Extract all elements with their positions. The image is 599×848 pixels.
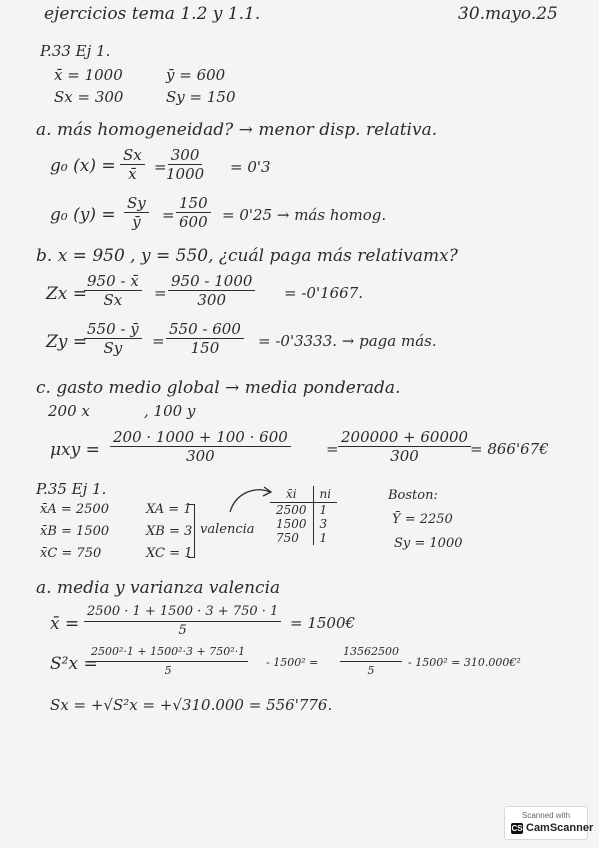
- table-row: 2500 1: [270, 503, 337, 518]
- zy-result: = -0'3333. → paga más.: [258, 332, 437, 350]
- variance-mid: - 1500² =: [266, 656, 319, 669]
- notebook-page: ejercicios tema 1.2 y 1.1. 30.mayo.25 P.33 Ej 1. x̄ = 1000 ȳ = 600 Sx = 300 Sy = 150 a. más homogeneidad? → menor disp. relativa. g₀ (x) = $\frac{Sx}{x̄}$ = $\frac{300}{1000}$ = 0'3 g₀ (y) = $\frac{Sy}{ȳ}$ = $\frac{150}{600}$ = 0'25 → más homog. b. x = 950 , y = 550, ¿cuál paga más relativamx? Zx = $\frac{950 - x̄}{Sx}$ = $\frac{950 - 1000}{300}$ = -0'1667. Zy = $\frac{550 - ȳ}{Sy}$ = $\frac{550 - 600}{150}$ = -0'3333. → paga más. c. gasto medio global → media ponderada. 200 x , 100 y μxy = $\frac{200 \cdot 1000 + 100 \cdot 600}{300}$ = $\frac{200000 + 60000}{300}$ = 866'67€ P.35 Ej 1. x̄A = 2500 x̄B = 1500 x̄C = 750 XA = 1 XB = 3 XC = 1 valencia x̄i ni 2500 1 1500 3 750 1 Boston: Ȳ = 2250 Sy = 1000 a. media y varianza valencia x̄ = $\frac{2500 \cdot 1 + 1500 \cdot 3 + 750 \cdot 1}{5}$ = 1500€ S²x = $\frac{\text{2500²·1 + 1500²·3 + 750²·1}}{5}$ - 1500² = $\frac{13562500}{5}$ - 1500² = 310.000€² Sx = +√S²x = +√310.000 = 556'776. Scanned with CS CamScanner: [0, 0, 599, 848]
- variance-lhs: S²x =: [50, 654, 98, 674]
- table-row: 1500 3: [270, 517, 337, 531]
- camscanner-badge: [504, 806, 594, 840]
- given-sd-x: Sx = 300: [54, 88, 124, 106]
- gy-result: = 0'25 → más homog.: [222, 206, 387, 224]
- count-b: XB = 3: [146, 524, 193, 539]
- given-mean-x: x̄ = 1000: [54, 66, 123, 84]
- question-a-homogeneity: a. más homogeneidad? → menor disp. relativa.: [36, 120, 438, 140]
- zx-fraction-symbolic: $\frac{950 - x̄}{Sx}$: [84, 272, 142, 309]
- table-row: 750 1: [270, 531, 337, 545]
- count-c: XC = 1: [146, 546, 193, 561]
- gy-fraction-symbolic: $\frac{Sy}{ȳ}$: [124, 194, 149, 231]
- question-b-relative: b. x = 950 , y = 550, ¿cuál paga más relativamx?: [36, 246, 458, 266]
- mean-c: x̄C = 750: [40, 546, 102, 561]
- group-label: valencia: [200, 522, 255, 537]
- boston-sd: Sy = 1000: [394, 536, 463, 551]
- variance-fraction-2: $\frac{13562500}{5}$: [340, 643, 402, 680]
- mean-result: = 1500€: [290, 614, 356, 632]
- gy-lhs: g₀ (y) =: [50, 205, 116, 225]
- question-a-mean-variance: a. media y varianza valencia: [36, 578, 281, 598]
- camscanner-logo-icon: CS: [511, 824, 523, 833]
- gx-result: = 0'3: [230, 158, 271, 176]
- mu-fraction-symbolic: $\frac{200 \cdot 1000 + 100 \cdot 600}{300}$: [110, 428, 291, 465]
- problem-33-label: P.33 Ej 1.: [40, 42, 111, 60]
- gx-lhs: g₀ (x) =: [50, 156, 116, 176]
- mu-fraction-numeric: $\frac{200000 + 60000}{300}$: [338, 428, 471, 465]
- zx-fraction-numeric: $\frac{950 - 1000}{300}$: [168, 272, 255, 309]
- page-date: 30.mayo.25: [458, 4, 558, 24]
- camscanner-label: CamScanner: [526, 822, 594, 834]
- mean-fraction: $\frac{2500 \cdot 1 + 1500 \cdot 3 + 750 \cdot 1}{5}$: [84, 603, 281, 640]
- zx-lhs: Zx =: [46, 284, 88, 304]
- question-c-weighted: c. gasto medio global → media ponderada.: [36, 378, 401, 398]
- problem-35-label: P.35 Ej 1.: [36, 480, 107, 498]
- zy-lhs: Zy =: [46, 332, 88, 352]
- standard-deviation: Sx = +√S²x = +√310.000 = 556'776.: [50, 696, 333, 714]
- gy-fraction-numeric: $\frac{150}{600}$: [176, 194, 211, 231]
- gx-fraction-numeric: $\frac{300}{1000}$: [166, 146, 205, 183]
- table-header-xi: x̄i: [270, 486, 313, 503]
- page-title: ejercicios tema 1.2 y 1.1.: [44, 4, 261, 24]
- zy-fraction-numeric: $\frac{550 - 600}{150}$: [166, 320, 244, 357]
- mean-b: x̄B = 1500: [40, 524, 110, 539]
- count-a: XA = 1: [146, 502, 192, 517]
- mean-a: x̄A = 2500: [40, 502, 109, 517]
- boston-title: Boston:: [388, 488, 438, 503]
- variance-result: - 1500² = 310.000€²: [408, 656, 521, 669]
- zy-fraction-symbolic: $\frac{550 - ȳ}{Sy}$: [84, 320, 142, 357]
- given-sd-y: Sy = 150: [166, 88, 236, 106]
- mu-result: = 866'67€: [470, 440, 549, 458]
- variance-fraction: $\frac{\text{2500²·1 + 1500²·3 + 750²·1}}{5}$: [88, 643, 248, 680]
- weight-y: , 100 y: [144, 402, 196, 420]
- boston-mean: Ȳ = 2250: [392, 512, 453, 527]
- mu-lhs: μxy =: [50, 440, 100, 460]
- gx-fraction-symbolic: $\frac{Sx}{x̄}$: [120, 146, 145, 183]
- zx-result: = -0'1667.: [284, 284, 364, 302]
- table-header-ni: ni: [313, 486, 337, 503]
- mean-lhs: x̄ =: [50, 614, 80, 634]
- scanned-with-label: Scanned with: [521, 811, 571, 820]
- weight-x: 200 x: [48, 402, 90, 420]
- given-mean-y: ȳ = 600: [166, 66, 226, 84]
